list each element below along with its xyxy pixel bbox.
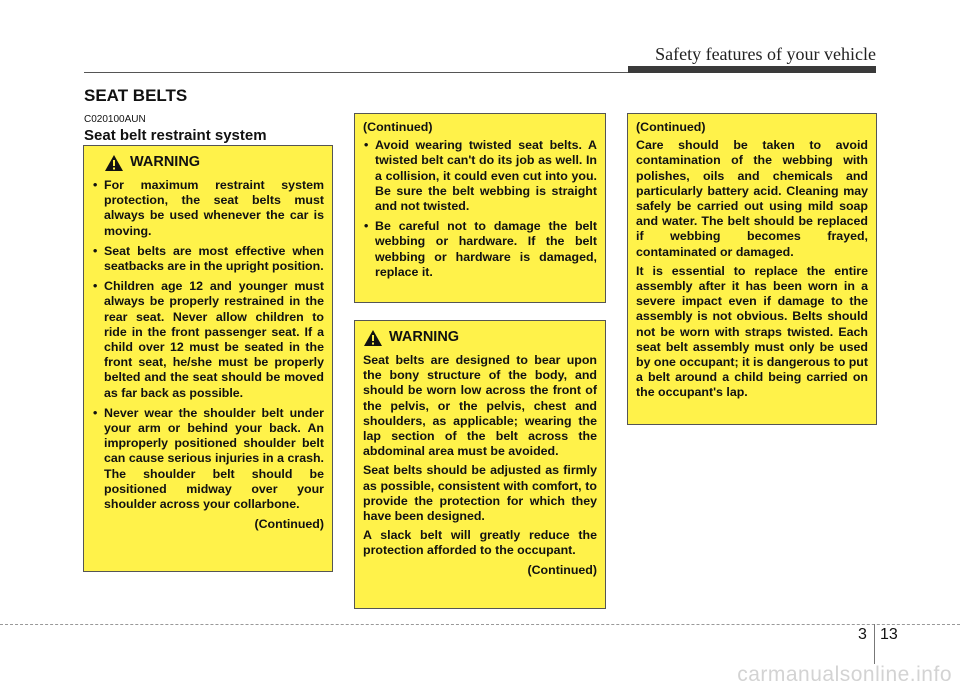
running-header: Safety features of your vehicle [655, 44, 876, 64]
list-item: • Avoid wearing twisted seat belts. A twisted belt can't do its job as well. In a collision, it could even cut into you. Be sure the belt webbing is straight and not twisted. [363, 138, 597, 214]
continued-label: (Continued) [254, 517, 324, 532]
continued-label: (Continued) [363, 120, 433, 134]
warning-box-1 [83, 145, 333, 572]
continued-label: (Continued) [636, 120, 706, 134]
paragraph: A slack belt will greatly reduce the protection afforded to the occupant. [363, 528, 597, 558]
list-item: • Seat belts are most effective when seatbacks are in the upright position. [92, 244, 324, 274]
continued-box-4 [627, 113, 877, 425]
header-rule-bar [628, 66, 876, 73]
paragraph: It is essential to replace the entire assembly after it has been worn in a severe impact even if damage to the assembly is not obvious. Belts should not be worn with straps twisted. Each seat belt assembly must only be used by one occupant; it is dangerous to put a belt around a child being carried on the occupant's lap. [636, 263, 868, 400]
continued-label: (Continued) [527, 562, 597, 577]
warning-heading-text: WARNING [130, 154, 201, 171]
subsection-title: Seat belt restraint system [84, 127, 267, 144]
warning-triangle-icon [104, 154, 124, 172]
document-code: C020100AUN [84, 114, 146, 125]
warning-heading-text: WARNING [389, 329, 460, 346]
list-item: • Be careful not to damage the belt webbing or hardware. If the belt webbing or hardware is damaged, replace it. [363, 219, 597, 280]
paragraph: Care should be taken to avoid contamination of the webbing with polishes, oils and chemicals and particularly battery acid. Cleaning may safely be carried out using mild soap and water. The belt should be replaced if webbing becomes frayed, contaminated or damaged. [636, 138, 868, 259]
section-title: SEAT BELTS [84, 86, 188, 105]
paragraph: Seat belts are designed to bear upon the bony structure of the body, and should be worn low across the front of the pelvis, or the pelvis, chest and shoulders, as applicable; wearing the lap section of the belt across the abdominal area must be avoided. [363, 353, 597, 459]
list-item: • For maximum restraint system protection, the seat belts must always be used whenever the car is moving. [92, 178, 324, 239]
list-item: • Children age 12 and younger must always be properly restrained in the rear seat. Never allow children to ride in the front passenger seat. If a child over 12 must be seated in the front seat, he/she must be properly belted and the seat should be moved as far back as possible. [92, 279, 324, 401]
warning-box-2 [354, 320, 606, 609]
watermark: carmanualsonline.info [737, 663, 952, 686]
warning-heading [363, 329, 597, 347]
header-rule [84, 72, 628, 73]
warning-triangle-icon [363, 329, 383, 347]
warning-heading [92, 154, 324, 172]
page-number-divider [874, 624, 875, 664]
paragraph: Seat belts should be adjusted as firmly as possible, consistent with comfort, to provide the protection for which they have been designed. [363, 463, 597, 524]
continued-box-2 [354, 113, 606, 303]
list-item: • Never wear the shoulder belt under your arm or behind your back. An improperly positioned shoulder belt can cause serious injuries in a crash. The shoulder belt should be positioned midway over your shoulder across your collarbone. [92, 406, 324, 512]
chapter-number: 3 [858, 626, 867, 643]
page-number: 13 [880, 626, 898, 643]
footer-rule [0, 624, 960, 625]
